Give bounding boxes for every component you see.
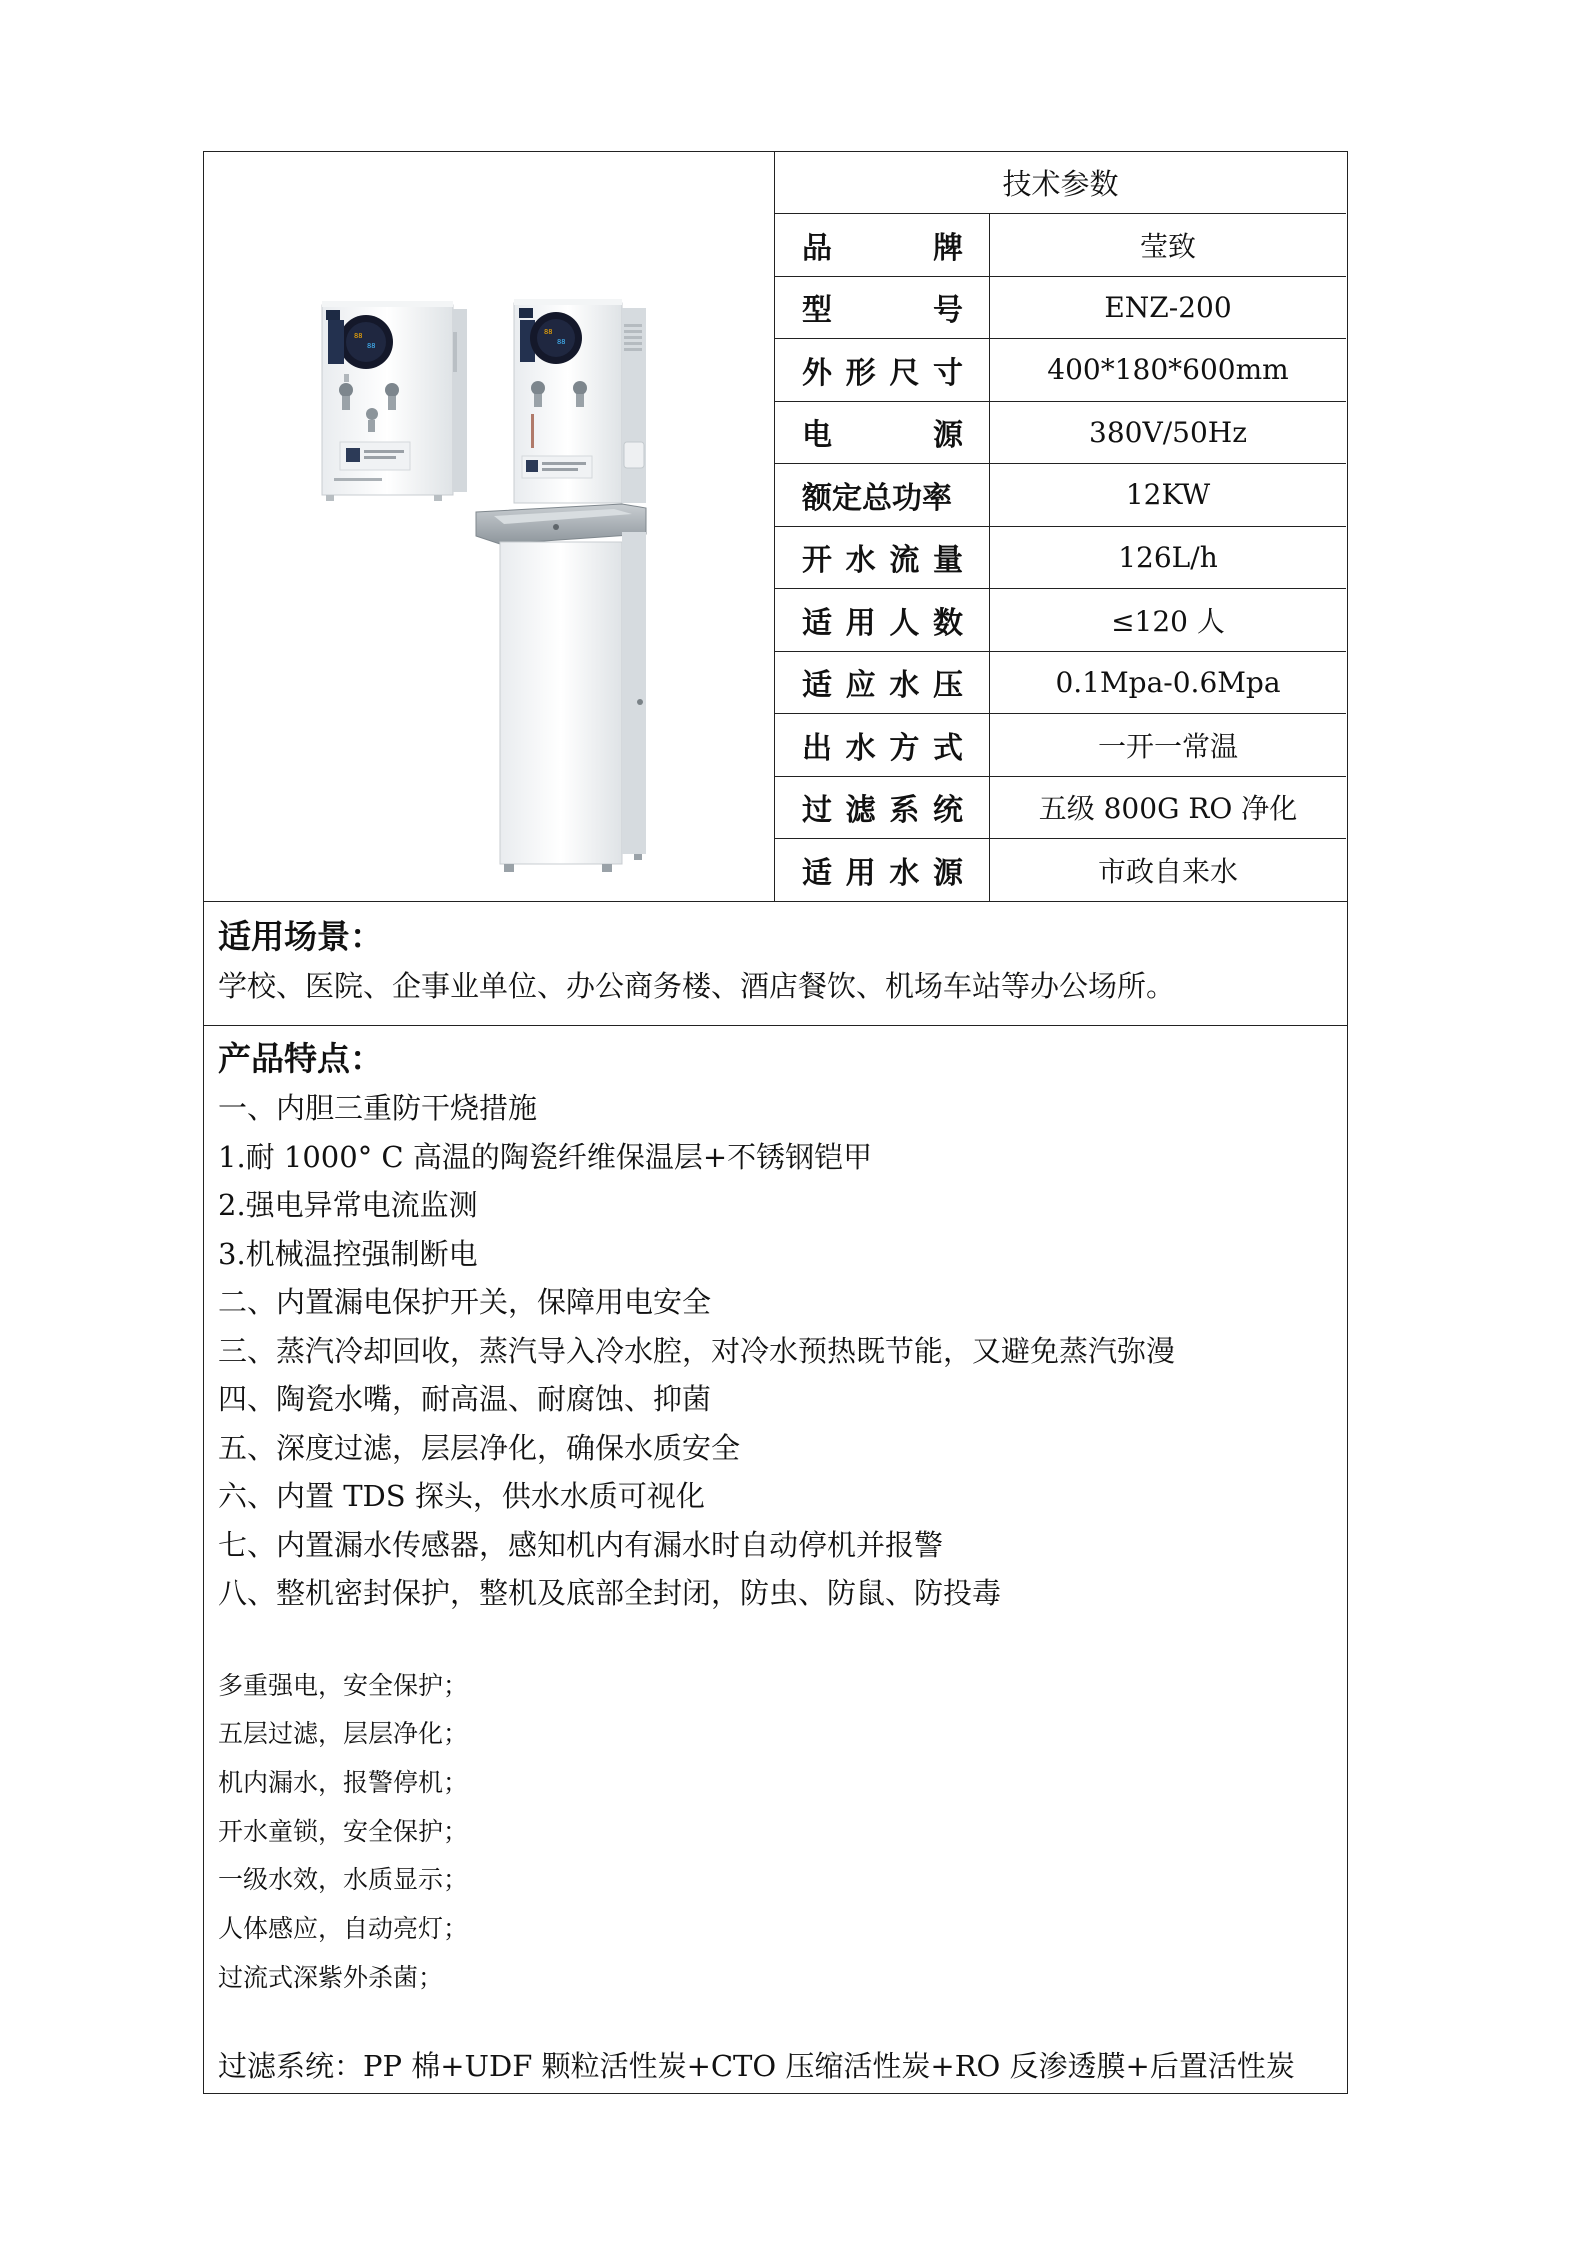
param-label xyxy=(775,464,990,526)
param-value: 400*180*600mm xyxy=(1047,353,1289,387)
param-label-char: 适 xyxy=(802,856,832,892)
param-row xyxy=(775,839,1346,902)
param-label-char: 形 xyxy=(845,355,876,391)
scenes-section xyxy=(204,902,1347,1026)
filter-system-text: 过滤系统：PP 棉+UDF 颗粒活性炭+CTO 压缩活性炭+RO 反渗透膜+后置活性炭 xyxy=(218,2049,1295,2084)
param-label-char: 滤 xyxy=(845,793,876,829)
param-row xyxy=(775,464,1346,527)
param-label-char: 统 xyxy=(932,793,963,829)
param-label-char: 人 xyxy=(889,605,920,641)
svg-text:88: 88 xyxy=(367,342,376,350)
param-row xyxy=(775,277,1346,340)
param-label xyxy=(775,277,990,339)
features-title: 产品特点： xyxy=(218,1039,383,1078)
param-label-char: 用 xyxy=(845,605,876,641)
product-image-cell xyxy=(204,152,775,901)
param-label-char: 应 xyxy=(845,668,876,704)
param-value: 380V/50Hz xyxy=(1089,415,1247,449)
param-value: 一开一常温 xyxy=(1097,729,1238,763)
param-label xyxy=(775,402,990,464)
spec-sheet xyxy=(203,151,1348,2094)
wall-unit xyxy=(322,301,467,501)
feature-line: 二、内置漏电保护开关，保障用电安全 xyxy=(218,1285,712,1319)
svg-text:88: 88 xyxy=(354,332,363,340)
param-label xyxy=(775,339,990,401)
param-label-char: 压 xyxy=(932,668,963,704)
param-row xyxy=(775,652,1346,715)
param-label-char: 适 xyxy=(802,668,832,704)
param-label-char: 牌 xyxy=(933,230,963,266)
param-label xyxy=(775,777,990,839)
highlight-line: 五层过滤，层层净化； xyxy=(218,1719,469,1749)
svg-text:88: 88 xyxy=(557,338,566,346)
param-label-char: 流 xyxy=(889,543,920,579)
param-label-char: 水 xyxy=(889,856,920,892)
top-section xyxy=(204,152,1347,902)
highlights-list xyxy=(218,1662,1347,2003)
highlight-line: 机内漏水，报警停机； xyxy=(218,1767,469,1797)
svg-text:88: 88 xyxy=(544,328,553,336)
param-label-char: 寸 xyxy=(932,355,963,391)
param-label-char: 数 xyxy=(932,605,963,641)
highlight-line: 人体感应，自动亮灯； xyxy=(218,1913,469,1943)
param-label xyxy=(775,214,990,276)
param-label-char: 尺 xyxy=(889,355,920,391)
param-label-char: 号 xyxy=(933,293,963,329)
param-row xyxy=(775,214,1346,277)
param-label-char: 系 xyxy=(889,793,920,829)
feature-line: 3.机械温控强制断电 xyxy=(218,1236,478,1271)
param-label-char: 水 xyxy=(845,730,876,766)
param-value: 五级 800G RO 净化 xyxy=(1038,792,1298,826)
param-value: ENZ-200 xyxy=(1104,290,1232,324)
param-label xyxy=(775,839,990,902)
feature-line: 2.强电异常电流监测 xyxy=(218,1188,478,1222)
highlight-line: 多重强电，安全保护； xyxy=(218,1670,469,1700)
param-row xyxy=(775,339,1346,402)
param-row xyxy=(775,714,1346,777)
params-table xyxy=(775,152,1346,901)
param-row xyxy=(775,589,1346,652)
param-label-char: 型 xyxy=(802,293,832,329)
highlight-line: 过流式深紫外杀菌； xyxy=(218,1962,444,1992)
param-value: 12KW xyxy=(1125,478,1211,512)
param-label-char: 适 xyxy=(802,605,832,641)
feature-line: 五、深度过滤，层层净化，确保水质安全 xyxy=(218,1430,741,1465)
param-label-char: 电 xyxy=(802,418,832,454)
param-label-char: 用 xyxy=(845,856,876,892)
features-section xyxy=(204,1026,1347,2090)
param-label-char: 水 xyxy=(889,668,920,704)
params-title: 技术参数 xyxy=(775,152,1346,214)
param-label-char: 式 xyxy=(932,730,963,766)
standing-unit xyxy=(476,299,646,872)
product-image xyxy=(204,152,772,900)
param-value: 0.1Mpa-0.6Mpa xyxy=(1055,665,1281,699)
scenes-text: 学校、医院、企事业单位、办公商务楼、酒店餐饮、机场车站等办公场所。 xyxy=(218,969,1176,1003)
param-label-char: 量 xyxy=(932,543,963,579)
highlight-line: 一级水效，水质显示； xyxy=(218,1865,469,1895)
param-label-char: 外 xyxy=(802,355,832,391)
feature-line: 七、内置漏水传感器，感知机内有漏水时自动停机并报警 xyxy=(218,1527,944,1562)
feature-line: 三、蒸汽冷却回收，蒸汽导入冷水腔，对冷水预热既节能，又避免蒸汽弥漫 xyxy=(218,1333,1176,1368)
param-value: ≤120 人 xyxy=(1111,604,1225,638)
feature-line: 一、内胆三重防干烧措施 xyxy=(218,1091,538,1125)
highlight-line: 开水童锁，安全保护； xyxy=(218,1816,469,1846)
feature-line: 1.耐 1000° C 高温的陶瓷纤维保温层+不锈钢铠甲 xyxy=(218,1139,873,1174)
param-label-char: 方 xyxy=(889,730,920,766)
param-label xyxy=(775,714,990,776)
param-value: 126L/h xyxy=(1118,540,1218,574)
param-label-char: 源 xyxy=(933,418,963,454)
param-label xyxy=(775,652,990,714)
scenes-title: 适用场景： xyxy=(218,917,383,956)
param-label-char: 开 xyxy=(802,543,832,579)
param-row xyxy=(775,527,1346,590)
feature-line: 八、整机密封保护，整机及底部全封闭，防虫、防鼠、防投毒 xyxy=(218,1576,1002,1610)
param-label-char: 水 xyxy=(845,543,876,579)
param-label xyxy=(775,527,990,589)
param-label xyxy=(775,589,990,651)
param-value: 市政自来水 xyxy=(1097,855,1238,889)
feature-line: 六、内置 TDS 探头，供水水质可视化 xyxy=(218,1479,705,1513)
param-label-char: 品 xyxy=(802,230,832,266)
param-label-char: 额定总功率 xyxy=(802,480,952,516)
feature-line: 四、陶瓷水嘴，耐高温、耐腐蚀、抑菌 xyxy=(218,1382,712,1416)
param-label-char: 出 xyxy=(802,730,832,766)
param-row xyxy=(775,777,1346,840)
param-label-char: 源 xyxy=(932,856,963,892)
param-row xyxy=(775,402,1346,465)
param-label-char: 过 xyxy=(802,793,832,829)
param-value: 莹致 xyxy=(1139,229,1196,263)
